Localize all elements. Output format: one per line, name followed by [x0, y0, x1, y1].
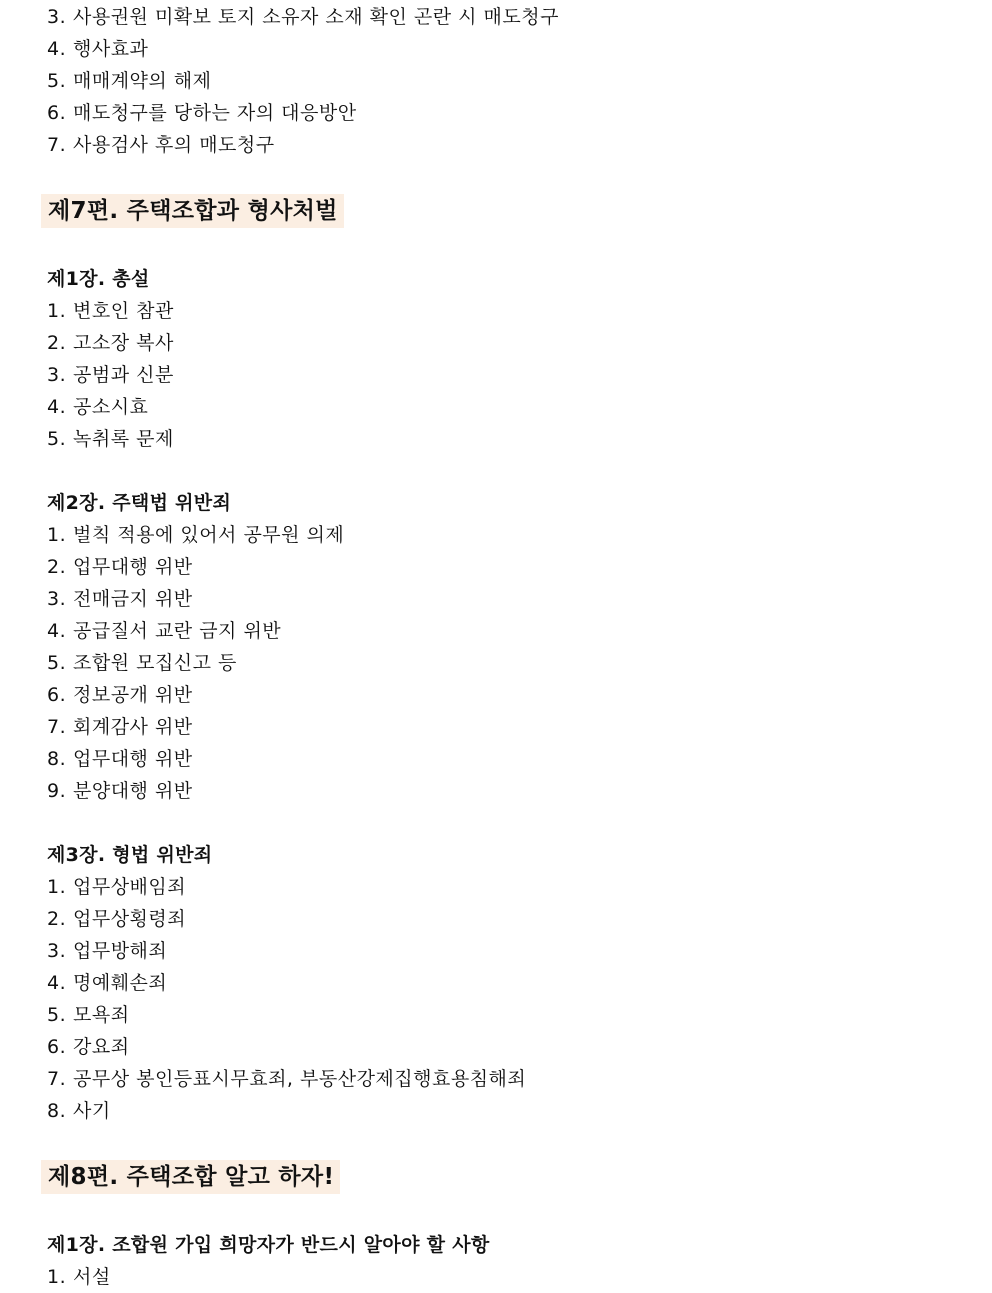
list-item: 1. 업무상배임죄	[47, 876, 187, 898]
list-item: 1. 서설	[47, 1266, 111, 1288]
part-heading: 제8편. 주택조합 알고 하자!	[41, 1160, 340, 1194]
chapter-heading: 제3장. 형법 위반죄	[47, 844, 213, 866]
list-item: 6. 정보공개 위반	[47, 684, 193, 706]
list-item: 2. 업무대행 위반	[47, 556, 193, 578]
list-item: 5. 조합원 모집신고 등	[47, 652, 237, 674]
part-heading: 제7편. 주택조합과 형사처벌	[41, 194, 344, 228]
chapter-heading: 제1장. 조합원 가입 희망자가 반드시 알아야 할 사항	[47, 1234, 490, 1256]
list-item: 2. 업무상횡령죄	[47, 908, 187, 930]
list-item: 3. 업무방해죄	[47, 940, 168, 962]
list-item: 4. 공급질서 교란 금지 위반	[47, 620, 282, 642]
list-item: 8. 업무대행 위반	[47, 748, 193, 770]
list-item: 6. 매도청구를 당하는 자의 대응방안	[47, 102, 357, 124]
list-item: 7. 사용검사 후의 매도청구	[47, 134, 275, 156]
list-item: 5. 모욕죄	[47, 1004, 130, 1026]
list-item: 1. 벌칙 적용에 있어서 공무원 의제	[47, 524, 345, 546]
list-item: 1. 변호인 참관	[47, 300, 174, 322]
list-item: 9. 분양대행 위반	[47, 780, 193, 802]
list-item: 7. 공무상 봉인등표시무효죄, 부동산강제집행효용침해죄	[47, 1068, 527, 1090]
list-item: 3. 사용권원 미확보 토지 소유자 소재 확인 곤란 시 매도청구	[47, 6, 559, 28]
list-item: 6. 강요죄	[47, 1036, 130, 1058]
chapter-heading: 제1장. 총설	[47, 268, 150, 290]
list-item: 3. 전매금지 위반	[47, 588, 193, 610]
list-item: 7. 회계감사 위반	[47, 716, 193, 738]
list-item: 4. 명예훼손죄	[47, 972, 168, 994]
list-item: 4. 행사효과	[47, 38, 149, 60]
chapter-heading: 제2장. 주택법 위반죄	[47, 492, 232, 514]
list-item: 3. 공범과 신분	[47, 364, 174, 386]
list-item: 8. 사기	[47, 1100, 111, 1122]
list-item: 5. 매매계약의 해제	[47, 70, 212, 92]
list-item: 4. 공소시효	[47, 396, 149, 418]
list-item: 5. 녹취록 문제	[47, 428, 174, 450]
list-item: 2. 고소장 복사	[47, 332, 174, 354]
